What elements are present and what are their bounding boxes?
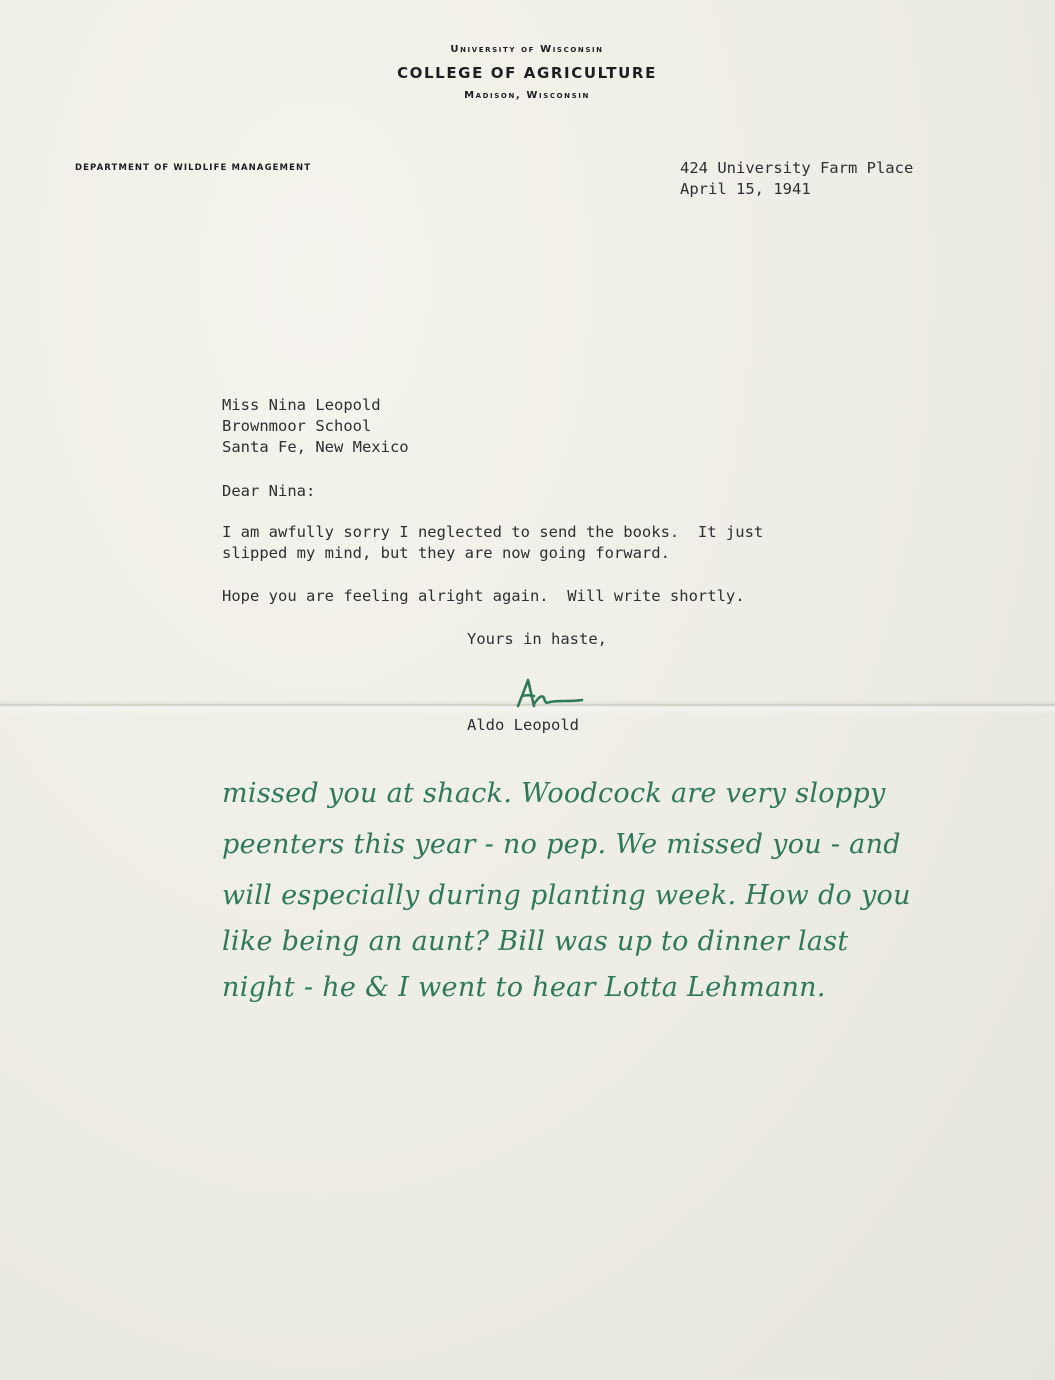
postscript-line-1: missed you at shack. Woodcock are very sloppy (222, 778, 886, 809)
signature-name: Aldo Leopold (467, 716, 579, 734)
sender-street: 424 University Farm Place (680, 159, 914, 177)
salutation: Dear Nina: (222, 482, 316, 500)
closing: Yours in haste, (467, 630, 607, 648)
postscript-line-4: like being an aunt? Bill was up to dinner last (222, 926, 849, 957)
postscript-line-2: peenters this year - no pep. We missed you - and (222, 829, 901, 860)
postscript-line-5: night - he & I went to hear Lotta Lehmann. (222, 972, 826, 1003)
letterhead-university: University of Wisconsin (450, 44, 604, 55)
recipient-name: Miss Nina Leopold (222, 396, 381, 414)
body-paragraph-1-line-1: I am awfully sorry I neglected to send the books. It just (222, 523, 764, 541)
recipient-city: Santa Fe, New Mexico (222, 438, 409, 456)
signature-initials-mark (514, 676, 586, 712)
body-paragraph-2: Hope you are feeling alright again. Will write shortly. (222, 587, 745, 605)
letter-date: April 15, 1941 (680, 180, 811, 198)
postscript-line-3: will especially during planting week. How do you (222, 880, 911, 911)
letterhead-department: DEPARTMENT OF WILDLIFE MANAGEMENT (75, 163, 312, 173)
recipient-school: Brownmoor School (222, 417, 372, 435)
body-paragraph-1-line-2: slipped my mind, but they are now going forward. (222, 544, 670, 562)
letterhead-college: COLLEGE OF AGRICULTURE (397, 64, 657, 82)
letterhead-city: Madison, Wisconsin (464, 90, 590, 101)
